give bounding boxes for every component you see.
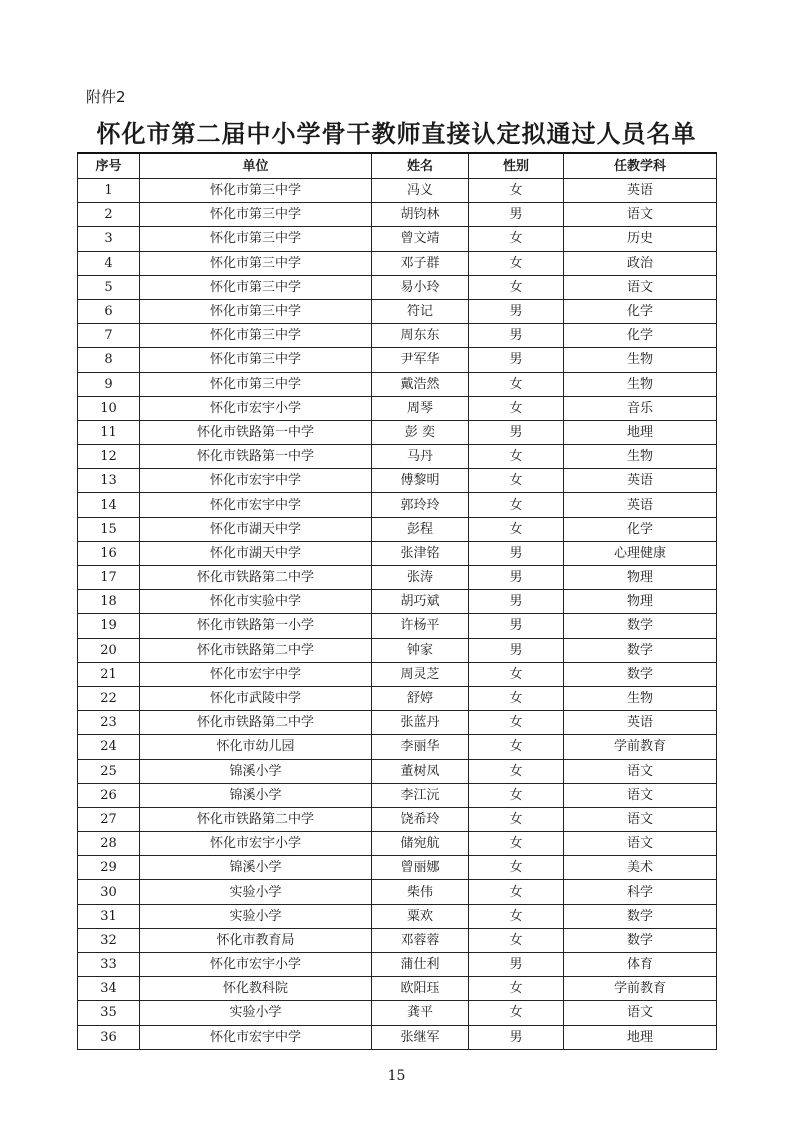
cell-index: 27	[78, 807, 140, 831]
cell-unit: 怀化市第三中学	[140, 324, 372, 348]
table-row	[78, 469, 717, 493]
cell-name: 冯义	[372, 179, 469, 203]
cell-name: 舒婷	[372, 686, 469, 710]
table-row	[78, 735, 717, 759]
cell-index: 16	[78, 541, 140, 565]
header-index: 序号	[78, 153, 140, 179]
cell-name: 李江沅	[372, 783, 469, 807]
table-row	[78, 662, 717, 686]
table-row	[78, 832, 717, 856]
table-row	[78, 880, 717, 904]
cell-subject: 数学	[564, 638, 717, 662]
cell-unit: 怀化市宏宇中学	[140, 493, 372, 517]
cell-unit: 怀化市第三中学	[140, 348, 372, 372]
table-row	[78, 783, 717, 807]
table-row	[78, 179, 717, 203]
cell-index: 13	[78, 469, 140, 493]
cell-index: 33	[78, 953, 140, 977]
cell-index: 24	[78, 735, 140, 759]
table-row	[78, 928, 717, 952]
cell-gender: 女	[469, 735, 564, 759]
cell-index: 22	[78, 686, 140, 710]
cell-name: 马丹	[372, 445, 469, 469]
cell-gender: 女	[469, 977, 564, 1001]
cell-unit: 怀化市铁路第一中学	[140, 420, 372, 444]
cell-gender: 女	[469, 686, 564, 710]
cell-unit: 怀化市宏宇中学	[140, 662, 372, 686]
cell-index: 15	[78, 517, 140, 541]
cell-subject: 化学	[564, 324, 717, 348]
cell-subject: 美术	[564, 856, 717, 880]
cell-gender: 女	[469, 880, 564, 904]
cell-subject: 物理	[564, 590, 717, 614]
cell-unit: 怀化市武陵中学	[140, 686, 372, 710]
cell-index: 29	[78, 856, 140, 880]
table-row	[78, 420, 717, 444]
cell-gender: 女	[469, 275, 564, 299]
cell-name: 符记	[372, 299, 469, 323]
cell-unit: 怀化教科院	[140, 977, 372, 1001]
cell-unit: 怀化市宏宇中学	[140, 1025, 372, 1049]
cell-gender: 男	[469, 299, 564, 323]
table-row	[78, 445, 717, 469]
table-row	[78, 541, 717, 565]
cell-subject: 语文	[564, 759, 717, 783]
cell-index: 25	[78, 759, 140, 783]
cell-index: 20	[78, 638, 140, 662]
cell-index: 3	[78, 227, 140, 251]
cell-subject: 历史	[564, 227, 717, 251]
cell-unit: 怀化市湖天中学	[140, 517, 372, 541]
cell-unit: 怀化市铁路第一中学	[140, 445, 372, 469]
cell-index: 14	[78, 493, 140, 517]
table-row	[78, 566, 717, 590]
cell-unit: 怀化市幼儿园	[140, 735, 372, 759]
table-row	[78, 396, 717, 420]
cell-gender: 女	[469, 807, 564, 831]
cell-gender: 男	[469, 1025, 564, 1049]
cell-name: 周琴	[372, 396, 469, 420]
cell-subject: 语文	[564, 1001, 717, 1025]
cell-index: 12	[78, 445, 140, 469]
cell-name: 周灵芝	[372, 662, 469, 686]
cell-gender: 男	[469, 324, 564, 348]
table-row	[78, 275, 717, 299]
cell-subject: 语文	[564, 832, 717, 856]
table-row	[78, 493, 717, 517]
cell-name: 柴伟	[372, 880, 469, 904]
cell-subject: 数学	[564, 662, 717, 686]
table-row	[78, 614, 717, 638]
cell-index: 31	[78, 904, 140, 928]
cell-unit: 锦溪小学	[140, 759, 372, 783]
cell-subject: 数学	[564, 904, 717, 928]
cell-index: 6	[78, 299, 140, 323]
table-row	[78, 759, 717, 783]
cell-index: 19	[78, 614, 140, 638]
table-row	[78, 638, 717, 662]
table-row	[78, 1001, 717, 1025]
cell-unit: 怀化市第三中学	[140, 179, 372, 203]
cell-gender: 女	[469, 469, 564, 493]
cell-gender: 女	[469, 759, 564, 783]
cell-unit: 锦溪小学	[140, 783, 372, 807]
cell-index: 21	[78, 662, 140, 686]
cell-subject: 语文	[564, 807, 717, 831]
cell-name: 张涛	[372, 566, 469, 590]
cell-subject: 心理健康	[564, 541, 717, 565]
cell-index: 18	[78, 590, 140, 614]
cell-name: 曾丽娜	[372, 856, 469, 880]
cell-gender: 男	[469, 614, 564, 638]
cell-unit: 怀化市铁路第一小学	[140, 614, 372, 638]
cell-name: 粟欢	[372, 904, 469, 928]
cell-unit: 怀化市铁路第二中学	[140, 638, 372, 662]
cell-gender: 女	[469, 832, 564, 856]
cell-subject: 数学	[564, 928, 717, 952]
cell-unit: 实验小学	[140, 880, 372, 904]
cell-index: 35	[78, 1001, 140, 1025]
cell-unit: 怀化市宏宇小学	[140, 396, 372, 420]
cell-index: 32	[78, 928, 140, 952]
table-row	[78, 711, 717, 735]
cell-gender: 女	[469, 1001, 564, 1025]
cell-subject: 语文	[564, 783, 717, 807]
cell-name: 彭 奕	[372, 420, 469, 444]
header-gender: 性别	[469, 153, 564, 179]
cell-unit: 怀化市宏宇中学	[140, 469, 372, 493]
cell-index: 11	[78, 420, 140, 444]
cell-name: 胡钧林	[372, 203, 469, 227]
header-unit: 单位	[140, 153, 372, 179]
cell-name: 胡巧斌	[372, 590, 469, 614]
cell-index: 10	[78, 396, 140, 420]
table-row	[78, 372, 717, 396]
cell-unit: 怀化市第三中学	[140, 203, 372, 227]
cell-subject: 体育	[564, 953, 717, 977]
cell-unit: 怀化市教育局	[140, 928, 372, 952]
table-row	[78, 324, 717, 348]
cell-unit: 实验小学	[140, 1001, 372, 1025]
cell-subject: 化学	[564, 299, 717, 323]
cell-unit: 锦溪小学	[140, 856, 372, 880]
cell-name: 董树凤	[372, 759, 469, 783]
cell-subject: 英语	[564, 469, 717, 493]
cell-subject: 生物	[564, 348, 717, 372]
cell-unit: 怀化市第三中学	[140, 299, 372, 323]
attachment-label: 附件2	[86, 88, 126, 106]
cell-index: 1	[78, 179, 140, 203]
cell-subject: 地理	[564, 1025, 717, 1049]
cell-subject: 科学	[564, 880, 717, 904]
table-row	[78, 856, 717, 880]
cell-subject: 学前教育	[564, 977, 717, 1001]
table-row	[78, 227, 717, 251]
cell-index: 5	[78, 275, 140, 299]
cell-name: 钟家	[372, 638, 469, 662]
cell-gender: 女	[469, 517, 564, 541]
cell-name: 易小玲	[372, 275, 469, 299]
cell-gender: 男	[469, 541, 564, 565]
cell-index: 2	[78, 203, 140, 227]
cell-name: 许杨平	[372, 614, 469, 638]
cell-index: 34	[78, 977, 140, 1001]
cell-subject: 物理	[564, 566, 717, 590]
cell-unit: 怀化市第三中学	[140, 372, 372, 396]
header-subject: 任教学科	[564, 153, 717, 179]
page-number: 15	[387, 1068, 406, 1084]
cell-subject: 生物	[564, 372, 717, 396]
cell-name: 张蓝丹	[372, 711, 469, 735]
table-body	[78, 179, 717, 1050]
cell-index: 26	[78, 783, 140, 807]
cell-subject: 地理	[564, 420, 717, 444]
cell-name: 郭玲玲	[372, 493, 469, 517]
cell-name: 周东东	[372, 324, 469, 348]
cell-index: 28	[78, 832, 140, 856]
cell-unit: 怀化市第三中学	[140, 251, 372, 275]
cell-unit: 怀化市宏宇小学	[140, 832, 372, 856]
cell-name: 尹军华	[372, 348, 469, 372]
table-row	[78, 251, 717, 275]
cell-unit: 怀化市湖天中学	[140, 541, 372, 565]
cell-index: 8	[78, 348, 140, 372]
cell-subject: 英语	[564, 493, 717, 517]
cell-index: 7	[78, 324, 140, 348]
table-row	[78, 977, 717, 1001]
cell-unit: 怀化市第三中学	[140, 227, 372, 251]
table-row	[78, 1025, 717, 1049]
cell-subject: 语文	[564, 203, 717, 227]
table-row	[78, 203, 717, 227]
document-title: 怀化市第二届中小学骨干教师直接认定拟通过人员名单	[96, 120, 697, 148]
cell-name: 储宛航	[372, 832, 469, 856]
cell-gender: 女	[469, 227, 564, 251]
cell-name: 彭程	[372, 517, 469, 541]
cell-subject: 数学	[564, 614, 717, 638]
table-row	[78, 904, 717, 928]
cell-unit: 实验小学	[140, 904, 372, 928]
cell-subject: 生物	[564, 445, 717, 469]
cell-name: 龚平	[372, 1001, 469, 1025]
cell-index: 17	[78, 566, 140, 590]
cell-subject: 英语	[564, 179, 717, 203]
cell-name: 邓蓉蓉	[372, 928, 469, 952]
cell-unit: 怀化市铁路第二中学	[140, 711, 372, 735]
cell-gender: 男	[469, 420, 564, 444]
cell-subject: 英语	[564, 711, 717, 735]
cell-unit: 怀化市铁路第二中学	[140, 807, 372, 831]
cell-unit: 怀化市第三中学	[140, 275, 372, 299]
cell-gender: 女	[469, 396, 564, 420]
cell-index: 36	[78, 1025, 140, 1049]
cell-gender: 女	[469, 662, 564, 686]
cell-subject: 政治	[564, 251, 717, 275]
cell-gender: 女	[469, 372, 564, 396]
table-row	[78, 953, 717, 977]
cell-gender: 女	[469, 445, 564, 469]
cell-name: 曾文靖	[372, 227, 469, 251]
cell-index: 30	[78, 880, 140, 904]
table-row	[78, 686, 717, 710]
cell-index: 4	[78, 251, 140, 275]
cell-subject: 音乐	[564, 396, 717, 420]
cell-gender: 男	[469, 203, 564, 227]
cell-gender: 男	[469, 638, 564, 662]
cell-name: 蒲仕利	[372, 953, 469, 977]
cell-name: 饶希玲	[372, 807, 469, 831]
cell-gender: 女	[469, 928, 564, 952]
cell-subject: 生物	[564, 686, 717, 710]
cell-gender: 男	[469, 566, 564, 590]
cell-unit: 怀化市铁路第二中学	[140, 566, 372, 590]
cell-subject: 学前教育	[564, 735, 717, 759]
cell-gender: 女	[469, 179, 564, 203]
cell-gender: 男	[469, 590, 564, 614]
roster-table	[77, 152, 717, 1050]
cell-name: 邓子群	[372, 251, 469, 275]
cell-gender: 女	[469, 251, 564, 275]
cell-gender: 女	[469, 711, 564, 735]
cell-subject: 语文	[564, 275, 717, 299]
cell-unit: 怀化市宏宇小学	[140, 953, 372, 977]
cell-gender: 女	[469, 904, 564, 928]
cell-index: 23	[78, 711, 140, 735]
table-row	[78, 517, 717, 541]
cell-name: 戴浩然	[372, 372, 469, 396]
cell-subject: 化学	[564, 517, 717, 541]
cell-index: 9	[78, 372, 140, 396]
cell-name: 欧阳珏	[372, 977, 469, 1001]
cell-name: 傅黎明	[372, 469, 469, 493]
cell-unit: 怀化市实验中学	[140, 590, 372, 614]
cell-gender: 女	[469, 493, 564, 517]
table-row	[78, 299, 717, 323]
cell-name: 张津铭	[372, 541, 469, 565]
cell-gender: 女	[469, 783, 564, 807]
cell-gender: 女	[469, 856, 564, 880]
table-header-row	[78, 153, 717, 179]
cell-name: 李丽华	[372, 735, 469, 759]
table-row	[78, 590, 717, 614]
cell-name: 张继军	[372, 1025, 469, 1049]
header-name: 姓名	[372, 153, 469, 179]
table-row	[78, 348, 717, 372]
cell-gender: 男	[469, 953, 564, 977]
cell-gender: 男	[469, 348, 564, 372]
table-row	[78, 807, 717, 831]
